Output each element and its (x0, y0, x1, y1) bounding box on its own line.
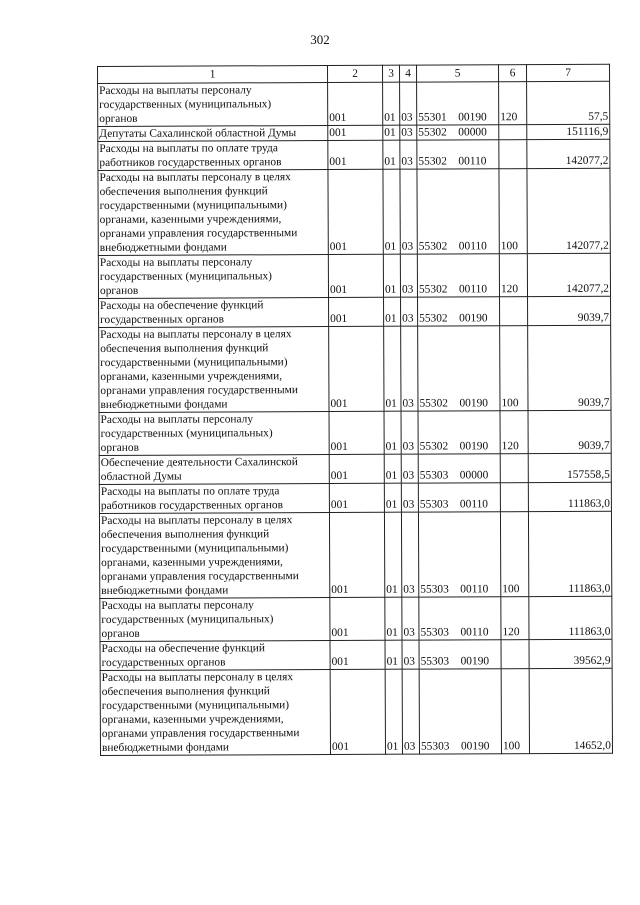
section-cell: 01 (384, 483, 401, 512)
target-article-direction: 00110 (460, 626, 489, 639)
section-cell: 01 (383, 82, 400, 125)
target-article-direction: 00110 (458, 283, 488, 296)
admin-code-cell: 001 (330, 669, 385, 754)
row-name-cell: Расходы на выплаты персоналу в целях обеспечения выполнения функций государственными (муниципальными) органами, казенными учреждениями, органами управления государственными внебюджетными фондами (100, 669, 330, 755)
subsection-cell: 03 (401, 411, 418, 454)
admin-code-cell: 001 (328, 169, 383, 254)
admin-code-cell: 001 (329, 512, 384, 597)
header-col-7: 7 (526, 64, 609, 81)
amount-cell: 39562,9 (529, 639, 612, 668)
admin-code-cell: 001 (330, 640, 385, 669)
subsection-cell: 03 (401, 297, 418, 326)
section-cell: 01 (385, 597, 402, 640)
admin-code-cell: 001 (329, 326, 384, 411)
target-article-cell (417, 125, 499, 140)
amount-cell: 157558,5 (528, 453, 611, 482)
section-cell: 01 (383, 125, 400, 140)
expense-type-cell: 120 (500, 411, 528, 454)
target-article-program: 55302 (418, 155, 447, 168)
table-row (98, 81, 610, 126)
budget-table (97, 64, 613, 756)
target-article-program: 55302 (418, 240, 448, 253)
table-row (98, 139, 610, 170)
target-article-program: 55303 (420, 583, 449, 596)
target-article-direction: 00110 (459, 498, 489, 511)
target-article-cell (418, 297, 500, 326)
section-cell: 01 (385, 669, 402, 754)
expense-type-cell: 100 (500, 326, 528, 411)
target-article-direction: 00190 (460, 740, 490, 753)
target-article-program: 55302 (419, 440, 449, 453)
target-article-program: 55302 (419, 397, 448, 410)
target-article-direction: 00190 (458, 111, 487, 124)
table-row (100, 668, 612, 755)
row-name-cell: Расходы на выплаты по оплате труда работников государственных органов (98, 140, 328, 170)
section-cell: 01 (384, 326, 401, 411)
subsection-cell: 03 (402, 669, 419, 754)
target-article-direction: 00110 (460, 583, 489, 596)
amount-cell: 9039,7 (528, 296, 611, 325)
admin-code-cell: 001 (329, 454, 384, 483)
row-name-cell: Депутаты Сахалинской областной Думы (98, 125, 328, 141)
amount-cell: 57,5 (527, 81, 610, 124)
header-col-4: 4 (399, 65, 416, 82)
header-col-6: 6 (498, 65, 526, 82)
target-article-direction: 00190 (459, 397, 488, 410)
subsection-cell: 03 (401, 483, 418, 512)
target-article-cell (419, 597, 501, 640)
admin-code-cell: 001 (330, 597, 385, 640)
target-article-direction: 00110 (458, 240, 487, 253)
table-row (99, 410, 611, 455)
row-name-cell: Обеспечение деятельности Сахалинской областной Думы (99, 454, 329, 484)
expense-type-cell: 100 (500, 512, 528, 597)
subsection-cell: 03 (402, 597, 419, 640)
subsection-cell: 03 (400, 169, 417, 254)
table-row (99, 453, 611, 484)
table-row (98, 168, 610, 255)
section-cell: 01 (383, 140, 400, 169)
row-name-cell: Расходы на выплаты персоналу государственных (муниципальных) органов (100, 597, 330, 641)
target-article-program: 55302 (418, 283, 448, 296)
amount-cell: 111863,0 (528, 511, 611, 596)
expense-type-cell: 100 (499, 169, 527, 254)
table-row (99, 511, 611, 598)
subsection-cell: 03 (400, 140, 417, 169)
table-row (99, 296, 611, 327)
target-article-cell (418, 326, 500, 411)
amount-cell: 151116,9 (527, 124, 610, 139)
target-article-cell (417, 82, 499, 125)
row-name-cell: Расходы на обеспечение функций государственных органов (100, 640, 330, 670)
section-cell: 01 (385, 640, 402, 669)
target-article-program: 55302 (419, 312, 448, 325)
table-row (99, 482, 611, 513)
section-cell: 01 (383, 254, 400, 297)
target-article-cell (418, 411, 500, 454)
target-article-direction: 00000 (459, 469, 489, 482)
amount-cell: 111863,0 (529, 596, 612, 639)
table-row (99, 325, 611, 412)
target-article-program: 55303 (419, 469, 449, 482)
target-article-program: 55303 (420, 740, 450, 753)
table-row (100, 596, 612, 641)
row-name-cell: Расходы на выплаты персоналу в целях обеспечения выполнения функций государственными (муниципальными) органами, казенными учреждениями, органами управления государственными внебюджетными фондами (98, 169, 328, 255)
subsection-cell: 03 (401, 326, 418, 411)
admin-code-cell: 001 (328, 254, 383, 297)
header-col-5: 5 (416, 65, 498, 82)
admin-code-cell: 001 (328, 82, 383, 125)
expense-type-cell (500, 297, 528, 326)
page-number: 302 (310, 32, 330, 47)
target-article-direction: 00110 (458, 155, 487, 168)
section-cell: 01 (384, 512, 401, 597)
target-article-cell (418, 483, 500, 512)
target-article-cell (418, 512, 500, 597)
row-name-cell: Расходы на выплаты персоналу государственных (муниципальных) органов (99, 411, 329, 455)
row-name-cell: Расходы на выплаты персоналу в целях обеспечения выполнения функций государственными (муниципальными) органами, казенными учреждениями, органами управления государственными внебюджетными фондами (99, 512, 329, 598)
expense-type-cell: 120 (499, 82, 527, 125)
target-article-direction: 00190 (459, 440, 489, 453)
target-article-cell (417, 254, 499, 297)
admin-code-cell: 001 (329, 297, 384, 326)
expense-type-cell (500, 454, 528, 483)
expense-type-cell (500, 483, 528, 512)
expense-type-cell: 100 (501, 669, 529, 754)
target-article-direction: 00000 (458, 126, 487, 139)
target-article-program: 55303 (419, 498, 449, 511)
target-article-cell (417, 140, 499, 169)
row-name-cell: Расходы на выплаты персоналу государственных (муниципальных) органов (98, 82, 328, 126)
section-cell: 01 (383, 169, 400, 254)
row-name-cell: Расходы на выплаты персоналу в целях обеспечения выполнения функций государственными (муниципальными) органами, казенными учреждениями, органами управления государственными внебюджетными фондами (99, 326, 329, 412)
subsection-cell: 03 (401, 454, 418, 483)
expense-type-cell (499, 125, 527, 140)
table-row (100, 639, 612, 670)
target-article-direction: 00190 (459, 312, 488, 325)
section-cell: 01 (384, 454, 401, 483)
target-article-direction: 00190 (460, 655, 490, 668)
row-name-cell: Расходы на обеспечение функций государственных органов (99, 297, 329, 327)
subsection-cell: 03 (400, 82, 417, 125)
expense-type-cell (499, 140, 527, 169)
admin-code-cell: 001 (329, 483, 384, 512)
target-article-cell (418, 454, 500, 483)
target-article-program: 55301 (418, 111, 447, 124)
header-col-2: 2 (328, 65, 383, 82)
amount-cell: 142077,2 (527, 139, 610, 168)
amount-cell: 111863,0 (528, 482, 611, 511)
admin-code-cell: 001 (328, 125, 383, 140)
amount-cell: 142077,2 (527, 168, 610, 253)
amount-cell: 14652,0 (529, 668, 612, 753)
amount-cell: 9039,7 (528, 325, 611, 410)
table-row (98, 253, 610, 298)
table-body (98, 81, 613, 755)
subsection-cell: 03 (400, 254, 417, 297)
row-name-cell: Расходы на выплаты по оплате труда работников государственных органов (99, 483, 329, 513)
amount-cell: 9039,7 (528, 410, 611, 453)
header-col-3: 3 (382, 65, 399, 82)
row-name-cell: Расходы на выплаты персоналу государственных (муниципальных) органов (98, 254, 328, 298)
admin-code-cell: 001 (328, 140, 383, 169)
target-article-cell (419, 669, 501, 754)
expense-type-cell: 120 (501, 597, 529, 640)
subsection-cell: 03 (402, 640, 419, 669)
expense-type-cell (501, 640, 529, 669)
target-article-program: 55303 (420, 655, 450, 668)
target-article-cell (419, 640, 501, 669)
subsection-cell: 03 (400, 125, 417, 140)
section-cell: 01 (384, 411, 401, 454)
subsection-cell: 03 (401, 512, 418, 597)
target-article-cell (417, 169, 499, 254)
header-col-1: 1 (98, 65, 328, 83)
expense-type-cell: 120 (499, 254, 527, 297)
amount-cell: 142077,2 (527, 253, 610, 296)
target-article-program: 55302 (418, 126, 447, 139)
section-cell: 01 (384, 297, 401, 326)
target-article-program: 55303 (420, 626, 449, 639)
admin-code-cell: 001 (329, 411, 384, 454)
